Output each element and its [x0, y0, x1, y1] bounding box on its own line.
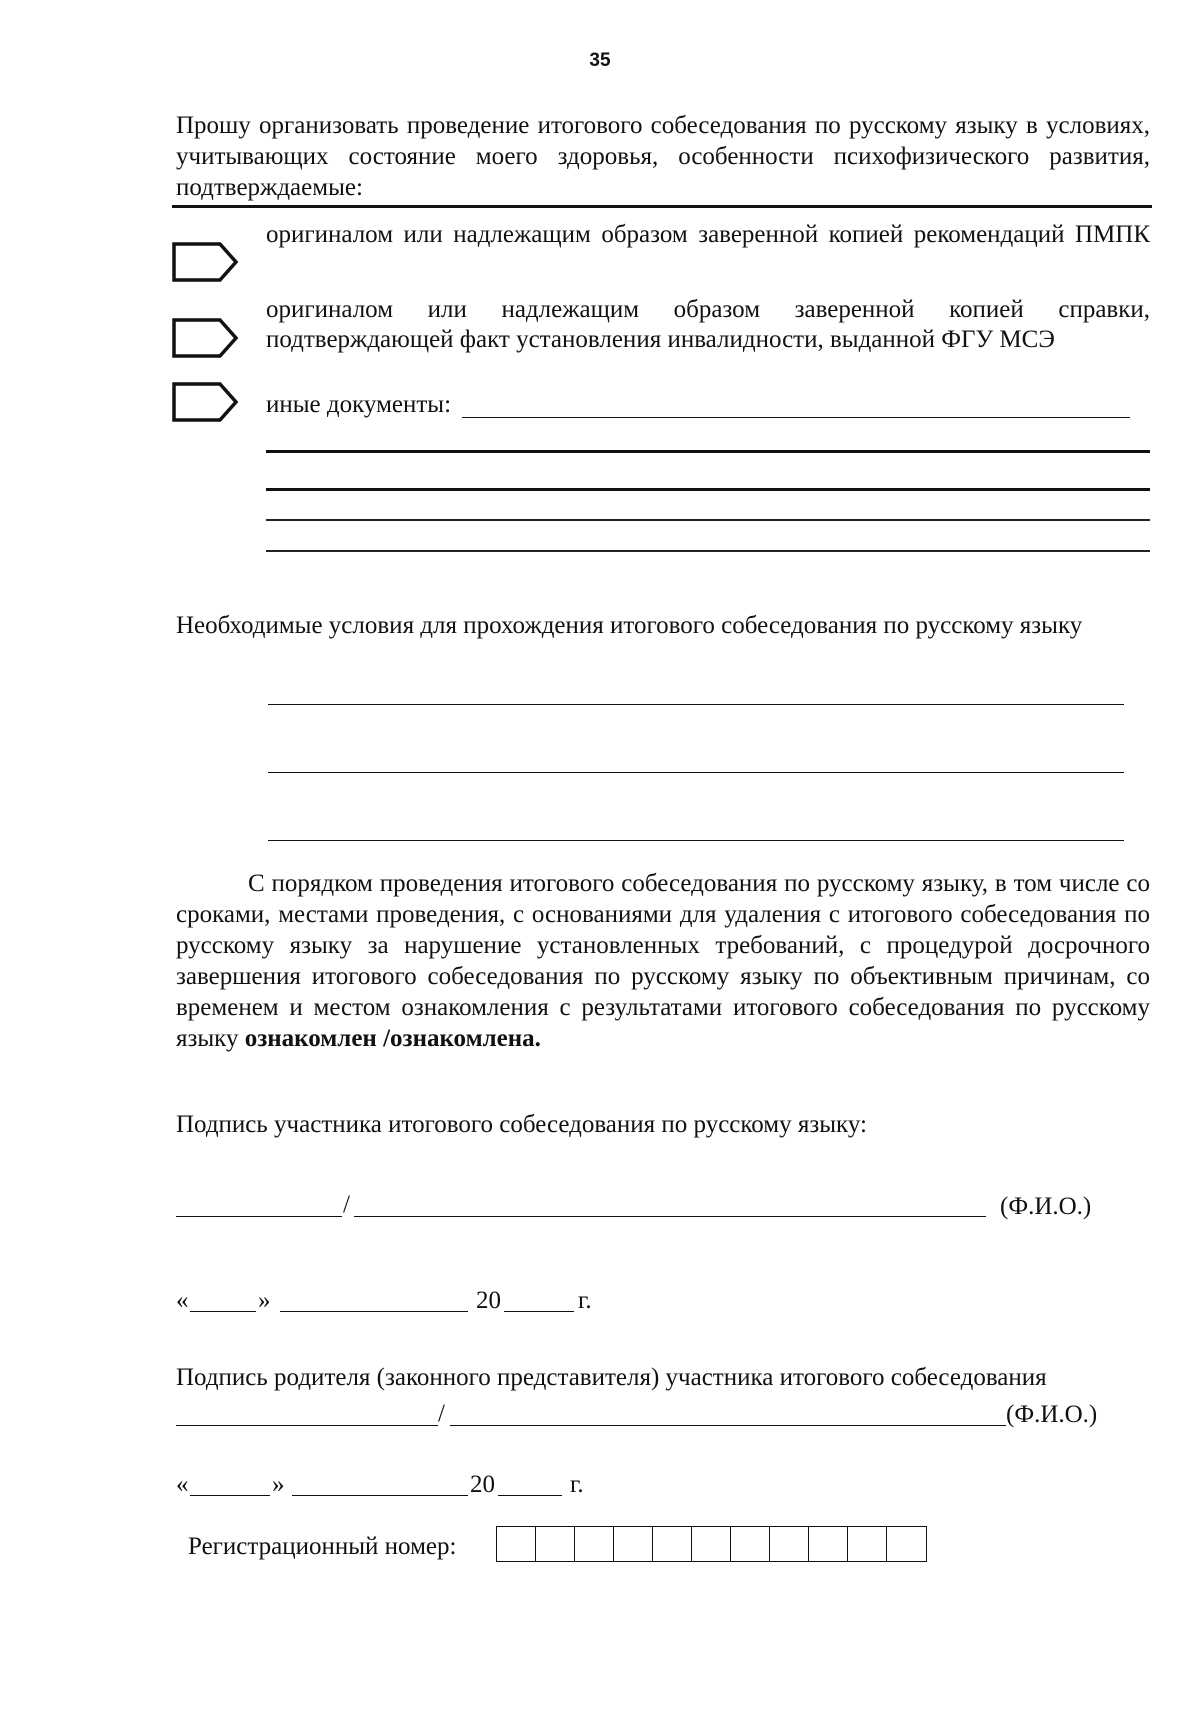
registration-cell[interactable]	[731, 1527, 770, 1561]
parent-date-close: »	[272, 1471, 285, 1498]
other-docs-line-3[interactable]	[266, 488, 1150, 491]
parent-slash: /	[438, 1400, 445, 1427]
conditions-line-2[interactable]	[268, 772, 1124, 773]
registration-cell[interactable]	[887, 1527, 926, 1561]
registration-cell[interactable]	[770, 1527, 809, 1561]
conditions-title: Необходимые условия для прохождения итогового собеседования по русскому языку	[176, 612, 1083, 639]
participant-year-suffix: г.	[578, 1287, 592, 1314]
intro-paragraph: Прошу организовать проведение итогового собеседования по русскому языку в условиях, учитывающих состояние моего здоровья, особенности психофизического развития, подтверждаемые:	[176, 112, 1150, 201]
parent-fio-caption: (Ф.И.О.)	[1006, 1401, 1098, 1428]
registration-cell[interactable]	[692, 1527, 731, 1561]
parent-fio-line[interactable]	[450, 1425, 1006, 1426]
option-3-label: иные документы:	[266, 391, 452, 418]
registration-cell[interactable]	[809, 1527, 848, 1561]
other-docs-line-4[interactable]	[266, 519, 1150, 521]
acknowledgement-text: С порядком проведения итогового собеседования по русскому языку, в том числе со сроками, местами проведения, с основаниями для удаления с итогового собеседования по русскому языку за нарушение установленных требований, с процедурой досрочного завершения итогового собеседования по русскому языку по объективным причинам, со временем и местом ознакомления с результатами итогового собеседования по русскому языку	[176, 870, 1150, 1052]
participant-year-line[interactable]	[504, 1311, 574, 1312]
participant-day-line[interactable]	[190, 1311, 256, 1312]
participant-signature-line[interactable]	[176, 1216, 342, 1217]
acknowledgement-paragraph	[176, 868, 1150, 1054]
acknowledgement-bold: ознакомлен /ознакомлена.	[244, 1025, 541, 1052]
participant-signature-label: Подпись участника итогового собеседования по русскому языку:	[176, 1111, 867, 1138]
parent-year-prefix: 20	[470, 1471, 495, 1498]
registration-cell[interactable]	[536, 1527, 575, 1561]
participant-date-close: »	[258, 1287, 271, 1314]
parent-signature-label: Подпись родителя (законного представителя) участника итогового собеседования	[176, 1364, 1047, 1391]
registration-cell[interactable]	[497, 1527, 536, 1561]
other-docs-line-1[interactable]	[462, 417, 1130, 418]
parent-signature-line[interactable]	[176, 1425, 438, 1426]
page-number: 35	[589, 50, 611, 71]
parent-day-line[interactable]	[190, 1495, 270, 1496]
registration-label: Регистрационный номер:	[188, 1533, 457, 1560]
registration-cell[interactable]	[614, 1527, 653, 1561]
option-1-checkbox[interactable]	[172, 242, 240, 282]
option-1-text: оригиналом или надлежащим образом заверенной копией рекомендаций ПМПК	[266, 221, 1150, 248]
participant-fio-caption: (Ф.И.О.)	[1000, 1193, 1092, 1220]
participant-slash: /	[343, 1191, 350, 1218]
parent-year-suffix: г.	[570, 1471, 584, 1498]
registration-cell[interactable]	[848, 1527, 887, 1561]
other-docs-line-5[interactable]	[266, 550, 1150, 552]
parent-month-line[interactable]	[292, 1495, 468, 1496]
participant-year-prefix: 20	[476, 1287, 501, 1314]
intro-underline	[172, 205, 1152, 208]
participant-date-open: «	[176, 1287, 189, 1314]
option-2-text: оригиналом или надлежащим образом заверенной копией справки, подтверждающей факт установления инвалидности, выданной ФГУ МСЭ	[266, 296, 1150, 353]
conditions-line-1[interactable]	[268, 704, 1124, 705]
parent-date-open: «	[176, 1471, 189, 1498]
registration-cell[interactable]	[575, 1527, 614, 1561]
parent-year-line[interactable]	[498, 1495, 562, 1496]
registration-number-grid[interactable]	[496, 1526, 927, 1562]
other-docs-line-2[interactable]	[266, 450, 1150, 453]
option-3-checkbox[interactable]	[172, 382, 240, 422]
participant-fio-line[interactable]	[354, 1216, 986, 1217]
registration-cell[interactable]	[653, 1527, 692, 1561]
participant-month-line[interactable]	[280, 1311, 468, 1312]
conditions-line-3[interactable]	[268, 840, 1124, 841]
option-2-checkbox[interactable]	[172, 318, 240, 358]
